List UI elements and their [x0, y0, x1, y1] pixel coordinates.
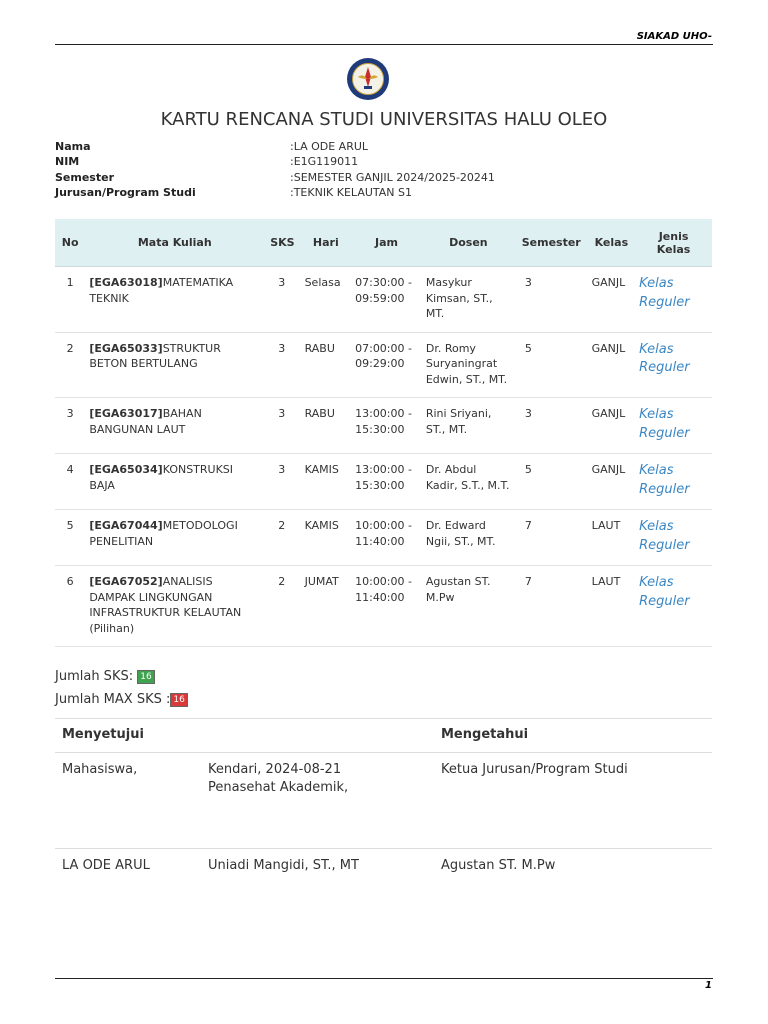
signature-name-line — [55, 848, 712, 849]
col-header-dosen: Dosen — [422, 219, 515, 267]
acknowledge-heading: Mengetahui — [441, 727, 529, 742]
info-value: :E1G119011 — [290, 155, 359, 169]
cell-hari: KAMIS — [301, 510, 352, 566]
jenis-kelas-link[interactable]: Kelas Reguler — [639, 407, 690, 441]
header-divider — [55, 44, 713, 45]
cell-jenis-kelas — [635, 332, 712, 398]
table-row — [55, 267, 712, 333]
cell-semester: 7 — [515, 566, 588, 647]
cell-jenis-kelas — [635, 267, 712, 333]
course-code: [EGA65034] — [89, 463, 163, 476]
table-row — [55, 510, 712, 566]
course-code: [EGA63018] — [89, 276, 163, 289]
course-name: BAHAN BANGUNAN LAUT — [89, 407, 202, 436]
col-header-jenis-kelas: Jenis Kelas — [635, 219, 712, 267]
cell-dosen: Agustan ST. M.Pw — [422, 566, 515, 647]
info-value: :SEMESTER GANJIL 2024/2025-20241 — [290, 170, 495, 184]
cell-mata-kuliah — [85, 398, 264, 454]
course-name: STRUKTUR BETON BERTULANG — [89, 341, 221, 370]
info-row-semester — [55, 170, 495, 185]
page-title: KARTU RENCANA STUDI UNIVERSITAS HALU OLEO — [160, 109, 608, 130]
max-sks-label: Jumlah MAX SKS : — [55, 692, 171, 707]
cell-sks: 3 — [264, 398, 300, 454]
info-label: Semester — [55, 170, 114, 184]
info-label: NIM — [55, 155, 80, 169]
info-value: :LA ODE ARUL — [290, 140, 369, 153]
info-row-nim — [55, 154, 495, 169]
student-name: LA ODE ARUL — [62, 858, 150, 873]
col-header-hari: Hari — [301, 219, 352, 267]
university-seal-icon — [346, 57, 390, 101]
cell-no: 4 — [55, 454, 85, 510]
cell-dosen: Dr. Abdul Kadir, S.T., M.T. — [422, 454, 515, 510]
table-row — [55, 566, 712, 647]
course-name: MATEMATIKA TEKNIK — [89, 276, 234, 305]
cell-sks: 3 — [264, 267, 300, 333]
cell-no: 2 — [55, 332, 85, 398]
col-header-jam: Jam — [351, 219, 422, 267]
student-role: Mahasiswa, — [62, 762, 138, 777]
col-header-mata-kuliah: Mata Kuliah — [85, 219, 264, 267]
cell-kelas: GANJL — [588, 267, 636, 333]
cell-kelas: GANJL — [588, 332, 636, 398]
course-code: [EGA67052] — [89, 575, 163, 588]
cell-semester: 5 — [515, 454, 588, 510]
cell-dosen: Dr. Romy Suryaningrat Edwin, ST., MT. — [422, 332, 515, 398]
cell-no: 3 — [55, 398, 85, 454]
total-sks-label: Jumlah SKS: — [55, 669, 134, 684]
cell-semester: 7 — [515, 510, 588, 566]
cell-kelas: LAUT — [588, 566, 636, 647]
course-name: ANALISIS DAMPAK LINGKUNGAN INFRASTRUKTUR KELAUTAN (Pilihan) — [89, 575, 242, 635]
cell-semester: 3 — [515, 398, 588, 454]
place-date: Kendari, 2024-08-21 — [208, 762, 342, 777]
advisor-name: Uniadi Mangidi, ST., MT — [208, 858, 359, 873]
col-header-kelas: Kelas — [588, 219, 636, 267]
cell-jam: 07:00:00 - 09:29:00 — [351, 332, 422, 398]
cell-kelas: LAUT — [588, 510, 636, 566]
info-label: Nama — [55, 140, 91, 153]
total-sks — [55, 669, 155, 684]
cell-no: 1 — [55, 267, 85, 333]
course-code: [EGA63017] — [89, 407, 163, 420]
course-name: METODOLOGI PENELITIAN — [89, 519, 238, 548]
info-row-nama — [55, 139, 495, 154]
cell-dosen: Masykur Kimsan, ST., MT. — [422, 267, 515, 333]
jenis-kelas-link[interactable]: Kelas Reguler — [639, 276, 690, 310]
cell-semester: 5 — [515, 332, 588, 398]
cell-mata-kuliah — [85, 566, 264, 647]
table-header-row — [55, 219, 712, 267]
cell-sks: 3 — [264, 454, 300, 510]
cell-jam: 10:00:00 - 11:40:00 — [351, 566, 422, 647]
course-table — [55, 219, 712, 647]
cell-jam: 13:00:00 - 15:30:00 — [351, 454, 422, 510]
student-info — [55, 139, 495, 200]
cell-dosen: Rini Sriyani, ST., MT. — [422, 398, 515, 454]
head-role: Ketua Jurusan/Program Studi — [441, 762, 628, 777]
course-name: KONSTRUKSI BAJA — [89, 463, 234, 492]
footer-divider — [55, 978, 713, 979]
info-value: :TEKNIK KELAUTAN S1 — [290, 185, 412, 199]
col-header-sks: SKS — [264, 219, 300, 267]
info-label: Jurusan/Program Studi — [55, 185, 196, 199]
cell-mata-kuliah — [85, 332, 264, 398]
cell-hari: RABU — [301, 398, 352, 454]
cell-hari: RABU — [301, 332, 352, 398]
course-code: [EGA67044] — [89, 519, 163, 532]
table-row — [55, 454, 712, 510]
cell-kelas: GANJL — [588, 398, 636, 454]
cell-mata-kuliah — [85, 454, 264, 510]
max-sks-badge: 16 — [170, 693, 187, 707]
cell-jam: 13:00:00 - 15:30:00 — [351, 398, 422, 454]
total-sks-badge: 16 — [137, 670, 154, 684]
course-code: [EGA65033] — [89, 341, 163, 355]
jenis-kelas-link[interactable]: Kelas Reguler — [639, 341, 690, 375]
cell-jam: 07:30:00 - 09:59:00 — [351, 267, 422, 333]
cell-no: 6 — [55, 566, 85, 647]
cell-jenis-kelas — [635, 454, 712, 510]
cell-jenis-kelas — [635, 398, 712, 454]
brand-label: SIAKAD UHO- — [636, 31, 712, 42]
cell-mata-kuliah — [85, 267, 264, 333]
cell-jenis-kelas — [635, 566, 712, 647]
cell-no: 5 — [55, 510, 85, 566]
signature-header-line — [55, 752, 712, 753]
cell-dosen: Dr. Edward Ngii, ST., MT. — [422, 510, 515, 566]
cell-sks: 3 — [264, 332, 300, 398]
cell-sks: 2 — [264, 510, 300, 566]
col-header-no: No — [55, 219, 85, 267]
cell-kelas: GANJL — [588, 454, 636, 510]
info-row-jurusan — [55, 185, 495, 200]
jenis-kelas-link[interactable]: Kelas Reguler — [639, 519, 690, 553]
cell-hari: Selasa — [301, 267, 352, 333]
jenis-kelas-link[interactable]: Kelas Reguler — [639, 463, 690, 497]
table-row — [55, 332, 712, 398]
page-number: 1 — [705, 980, 712, 991]
col-header-semester: Semester — [515, 219, 588, 267]
cell-jam: 10:00:00 - 11:40:00 — [351, 510, 422, 566]
cell-sks: 2 — [264, 566, 300, 647]
cell-mata-kuliah — [85, 510, 264, 566]
table-row — [55, 398, 712, 454]
approve-heading: Menyetujui — [62, 727, 144, 742]
cell-hari: JUMAT — [301, 566, 352, 647]
cell-semester: 3 — [515, 267, 588, 333]
signature-top-line — [55, 718, 712, 719]
jenis-kelas-link[interactable]: Kelas Reguler — [639, 575, 690, 609]
head-name: Agustan ST. M.Pw — [441, 858, 556, 873]
cell-jenis-kelas — [635, 510, 712, 566]
advisor-role: Penasehat Akademik, — [208, 780, 349, 795]
cell-hari: KAMIS — [301, 454, 352, 510]
max-sks — [55, 692, 188, 707]
